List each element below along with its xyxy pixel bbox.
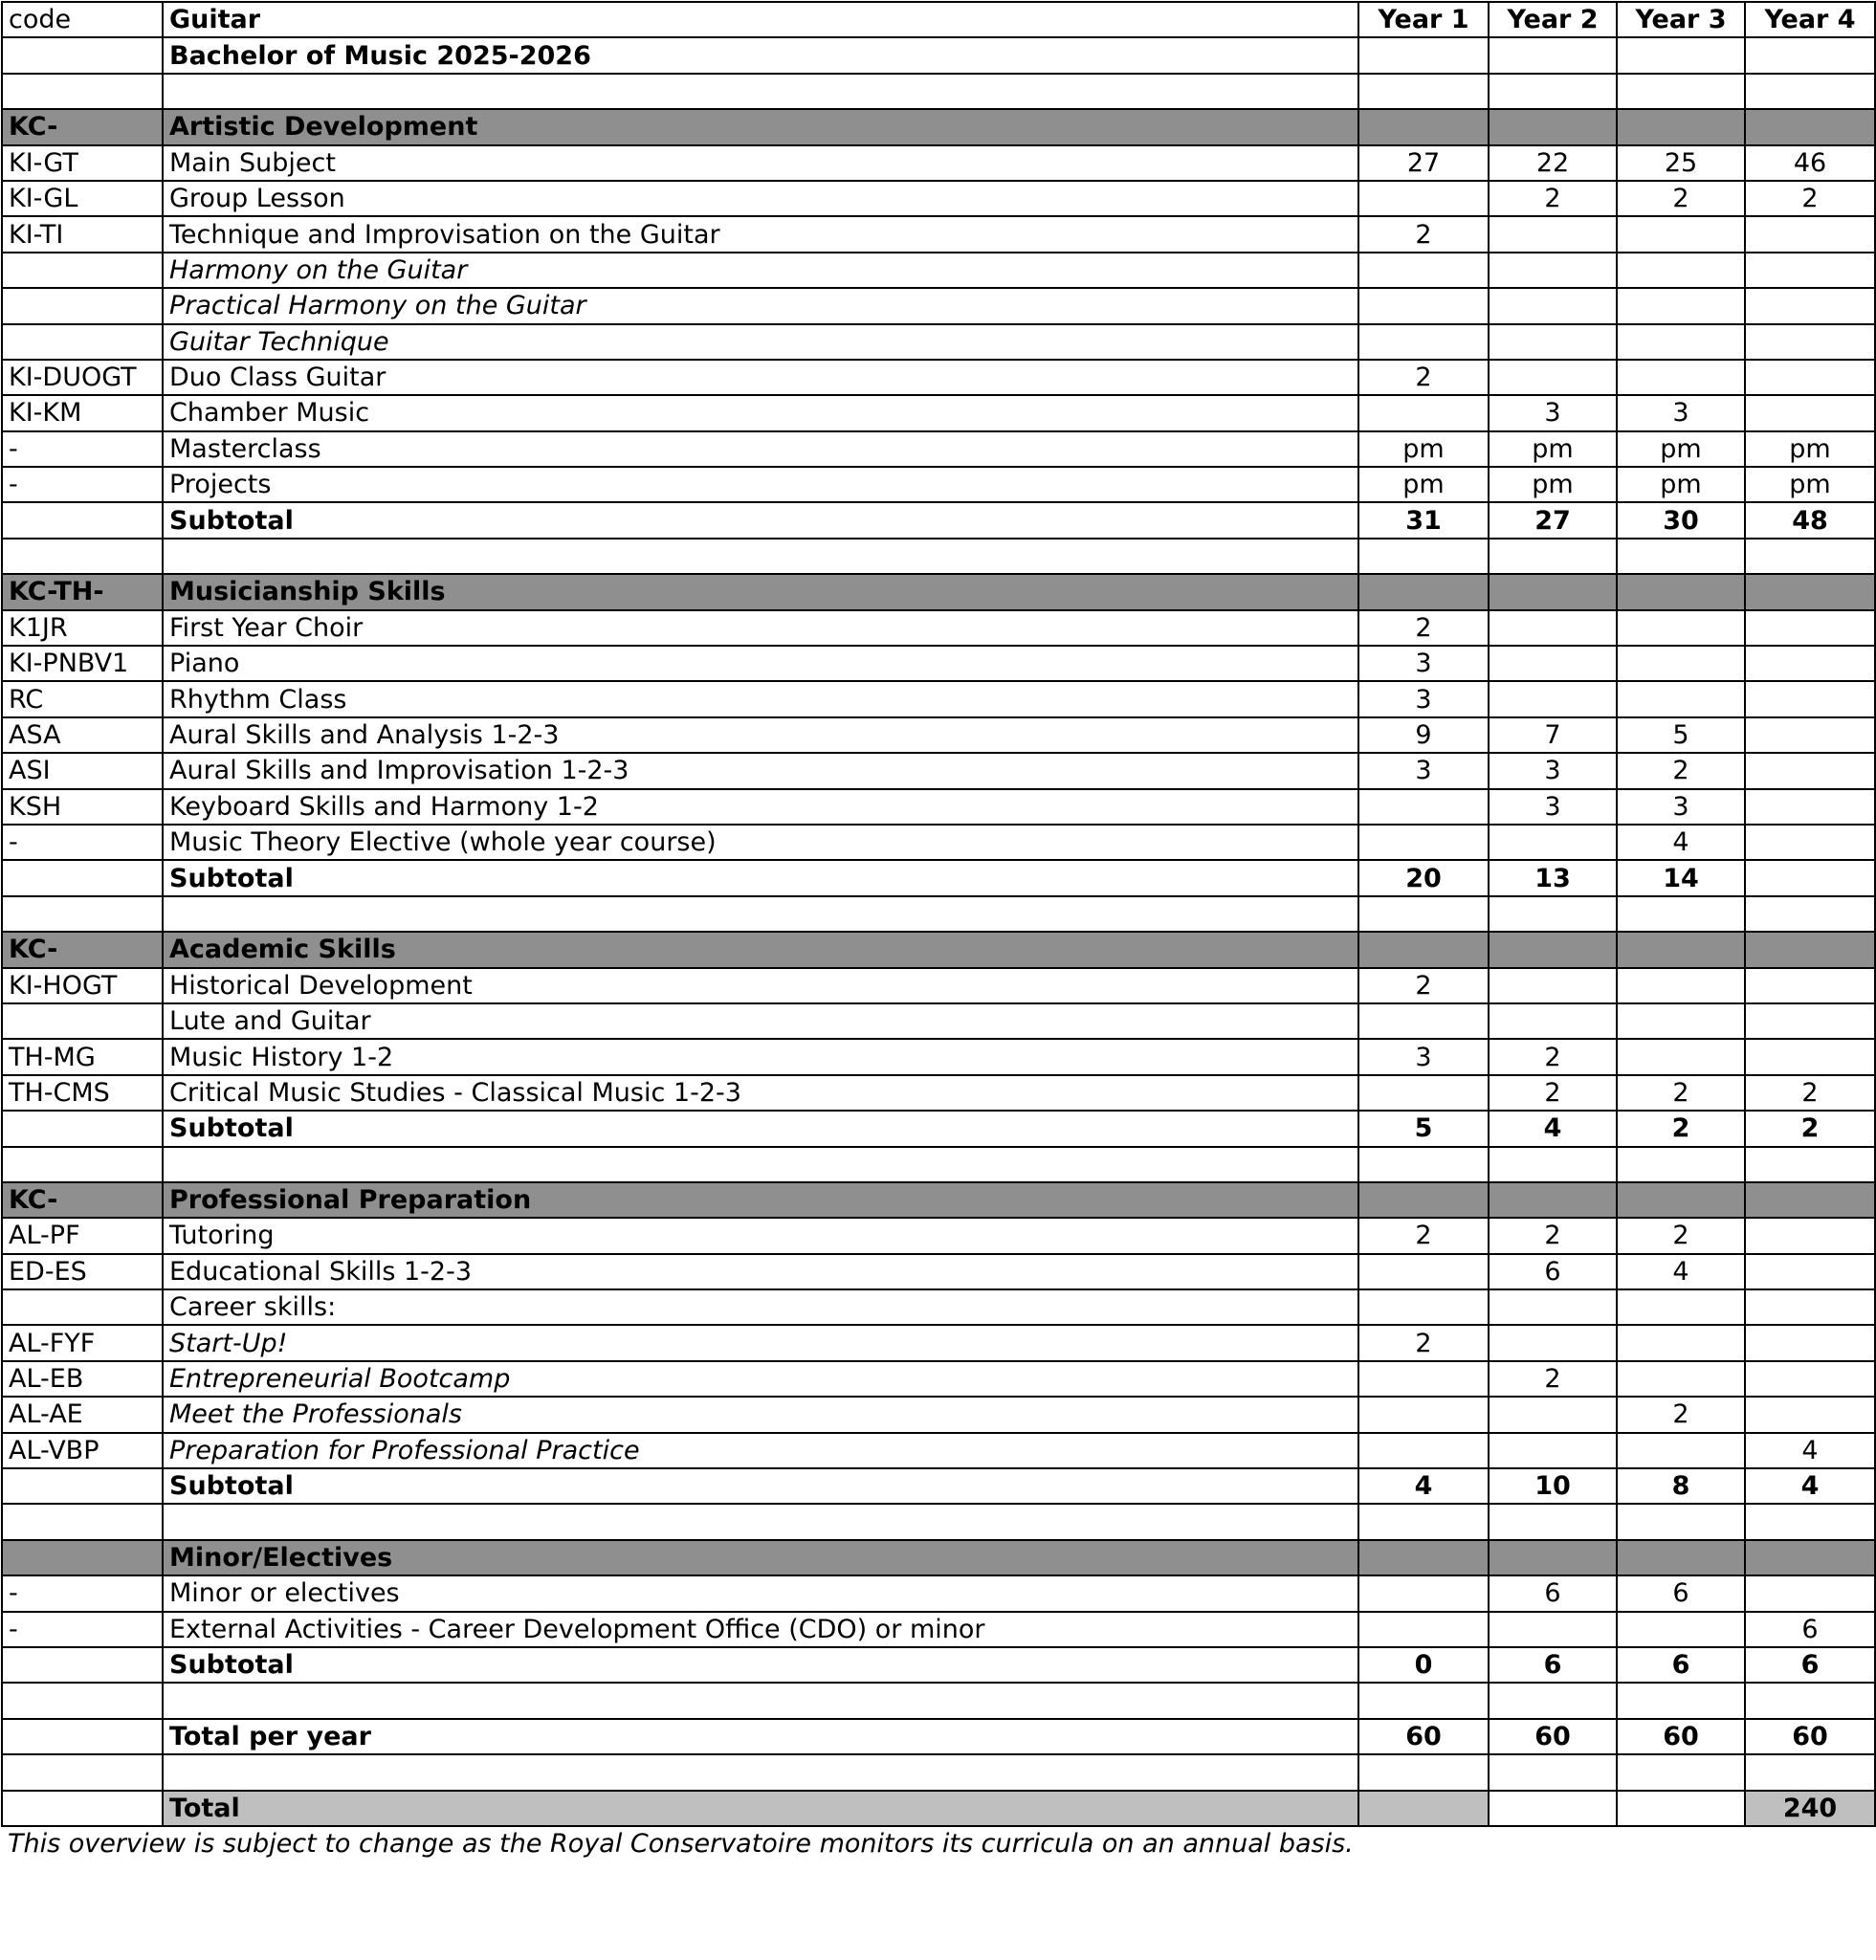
table-row: [2, 753, 1875, 788]
header-row: [2, 2, 1875, 37]
course-code: AL-VBP: [2, 1433, 163, 1468]
year-3-credits: [1617, 1003, 1745, 1039]
year-2-credits: [1489, 1612, 1617, 1647]
subtotal-row: [2, 1647, 1875, 1683]
year-3-credits: [1617, 360, 1745, 395]
course-name: Minor or electives: [163, 1575, 1358, 1611]
year-2-total: 60: [1489, 1719, 1617, 1754]
course-name: Chamber Music: [163, 395, 1358, 430]
course-name: Meet the Professionals: [163, 1397, 1358, 1432]
year-2-subtotal: 13: [1489, 860, 1617, 895]
year-4-credits: [1745, 288, 1875, 323]
year-4-credits: [1745, 1397, 1875, 1432]
course-code: KI-HOGT: [2, 968, 163, 1003]
year-3-credits: pm: [1617, 431, 1745, 467]
year-3-subtotal: 14: [1617, 860, 1745, 895]
table-row: [2, 1361, 1875, 1397]
course-name: Aural Skills and Improvisation 1-2-3: [163, 753, 1358, 788]
course-code: [2, 1289, 163, 1325]
subtitle-row: [2, 37, 1875, 73]
year-4-credits: [1745, 753, 1875, 788]
year-3-credits: 2: [1617, 753, 1745, 788]
year-4-credits: [1745, 610, 1875, 646]
year-3-credits: [1617, 324, 1745, 360]
course-name: Educational Skills 1-2-3: [163, 1254, 1358, 1289]
course-code: [2, 288, 163, 323]
year-4-credits: [1745, 968, 1875, 1003]
spacer-row: [2, 74, 1875, 109]
spacer-row: [2, 1504, 1875, 1539]
year-2-credits: 2: [1489, 1075, 1617, 1111]
year-3-total: 60: [1617, 1719, 1745, 1754]
year-3-credits: 2: [1617, 181, 1745, 216]
year-4-credits: [1745, 324, 1875, 360]
section-header-row: [2, 574, 1875, 609]
year-3-credits: 3: [1617, 395, 1745, 430]
course-code: KI-DUOGT: [2, 360, 163, 395]
year-3-header: Year 3: [1617, 2, 1745, 37]
year-4-credits: 4: [1745, 1433, 1875, 1468]
subtotal-row: [2, 860, 1875, 895]
section-code: KC-TH-: [2, 574, 163, 609]
year-2-credits: 2: [1489, 181, 1617, 216]
section-title: Academic Skills: [163, 932, 1358, 967]
course-name: Music Theory Elective (whole year course): [163, 825, 1358, 860]
year-1-credits: 2: [1358, 1325, 1489, 1360]
table-row: [2, 1254, 1875, 1289]
year-2-subtotal: 6: [1489, 1647, 1617, 1683]
course-name: Practical Harmony on the Guitar: [163, 288, 1358, 323]
course-name: External Activities - Career Development Office (CDO) or minor: [163, 1612, 1358, 1647]
year-2-credits: pm: [1489, 467, 1617, 502]
table-row: [2, 181, 1875, 216]
year-3-credits: pm: [1617, 467, 1745, 502]
year-3-credits: 4: [1617, 1254, 1745, 1289]
year-3-credits: [1617, 968, 1745, 1003]
year-3-credits: [1617, 1039, 1745, 1074]
year-3-credits: [1617, 646, 1745, 681]
program-subtitle: Bachelor of Music 2025-2026: [163, 37, 1358, 73]
year-2-credits: [1489, 681, 1617, 716]
section-header-row: [2, 1182, 1875, 1218]
course-name: Critical Music Studies - Classical Music 1-2-3: [163, 1075, 1358, 1111]
course-code: KI-TI: [2, 216, 163, 252]
year-2-credits: 3: [1489, 395, 1617, 430]
year-1-subtotal: 5: [1358, 1111, 1489, 1146]
course-code: KI-PNBV1: [2, 646, 163, 681]
year-3-subtotal: 6: [1617, 1647, 1745, 1683]
year-2-credits: 2: [1489, 1218, 1617, 1253]
year-1-credits: [1358, 253, 1489, 288]
course-code: RC: [2, 681, 163, 716]
year-1-subtotal: 0: [1358, 1647, 1489, 1683]
total-per-year-row: [2, 1719, 1875, 1754]
course-name: Start-Up!: [163, 1325, 1358, 1360]
year-2-credits: 7: [1489, 717, 1617, 753]
year-4-credits: 46: [1745, 145, 1875, 181]
table-row: [2, 467, 1875, 502]
year-4-credits: [1745, 1218, 1875, 1253]
year-2-subtotal: 10: [1489, 1468, 1617, 1504]
year-1-credits: 3: [1358, 753, 1489, 788]
table-row: [2, 360, 1875, 395]
course-code: TH-MG: [2, 1039, 163, 1074]
year-3-credits: 4: [1617, 825, 1745, 860]
year-1-subtotal: 31: [1358, 502, 1489, 538]
year-4-credits: [1745, 789, 1875, 825]
course-name: Main Subject: [163, 145, 1358, 181]
year-4-credits: [1745, 216, 1875, 252]
year-3-credits: 5: [1617, 717, 1745, 753]
table-row: [2, 1289, 1875, 1325]
table-row: [2, 1325, 1875, 1360]
year-4-credits: pm: [1745, 467, 1875, 502]
year-4-header: Year 4: [1745, 2, 1875, 37]
section-title: Minor/Electives: [163, 1540, 1358, 1575]
year-4-credits: [1745, 1361, 1875, 1397]
course-code: -: [2, 431, 163, 467]
spacer-row: [2, 896, 1875, 932]
table-row: [2, 1433, 1875, 1468]
year-4-total: 60: [1745, 1719, 1875, 1754]
year-1-credits: [1358, 1254, 1489, 1289]
year-2-credits: 3: [1489, 789, 1617, 825]
year-3-credits: [1617, 1612, 1745, 1647]
year-3-credits: [1617, 216, 1745, 252]
year-2-credits: [1489, 1433, 1617, 1468]
year-2-credits: [1489, 324, 1617, 360]
table-row: [2, 253, 1875, 288]
table-row: [2, 324, 1875, 360]
year-1-credits: 2: [1358, 968, 1489, 1003]
year-1-credits: 9: [1358, 717, 1489, 753]
course-name: Keyboard Skills and Harmony 1-2: [163, 789, 1358, 825]
year-1-credits: [1358, 825, 1489, 860]
year-3-subtotal: 8: [1617, 1468, 1745, 1504]
year-1-credits: [1358, 1575, 1489, 1611]
year-3-credits: 2: [1617, 1397, 1745, 1432]
section-header-row: [2, 109, 1875, 144]
course-name: Music History 1-2: [163, 1039, 1358, 1074]
table-row: [2, 431, 1875, 467]
year-2-credits: pm: [1489, 431, 1617, 467]
year-1-credits: 3: [1358, 681, 1489, 716]
year-3-credits: [1617, 288, 1745, 323]
year-1-credits: 3: [1358, 646, 1489, 681]
year-1-credits: [1358, 181, 1489, 216]
course-code: AL-AE: [2, 1397, 163, 1432]
course-code: -: [2, 1612, 163, 1647]
year-2-header: Year 2: [1489, 2, 1617, 37]
course-name: Guitar Technique: [163, 324, 1358, 360]
year-1-credits: 27: [1358, 145, 1489, 181]
course-code: [2, 324, 163, 360]
year-3-credits: [1617, 681, 1745, 716]
section-title: Professional Preparation: [163, 1182, 1358, 1218]
table-row: [2, 1039, 1875, 1074]
course-code: -: [2, 825, 163, 860]
grand-total-row: [2, 1791, 1875, 1826]
year-1-credits: [1358, 1289, 1489, 1325]
year-1-header: Year 1: [1358, 2, 1489, 37]
course-code: [2, 1003, 163, 1039]
year-1-credits: 2: [1358, 1218, 1489, 1253]
total-per-year-label: Total per year: [163, 1719, 1358, 1754]
subtotal-label: Subtotal: [163, 1111, 1358, 1146]
year-3-credits: [1617, 253, 1745, 288]
year-1-credits: pm: [1358, 467, 1489, 502]
course-name: Technique and Improvisation on the Guitar: [163, 216, 1358, 252]
section-header-row: [2, 1540, 1875, 1575]
year-4-subtotal: 6: [1745, 1647, 1875, 1683]
table-row: [2, 968, 1875, 1003]
year-2-subtotal: 27: [1489, 502, 1617, 538]
course-code: -: [2, 467, 163, 502]
course-name: Aural Skills and Analysis 1-2-3: [163, 717, 1358, 753]
table-row: [2, 789, 1875, 825]
year-4-credits: [1745, 1003, 1875, 1039]
table-row: [2, 1397, 1875, 1432]
year-2-credits: [1489, 610, 1617, 646]
spacer-row: [2, 1147, 1875, 1182]
course-name: Lute and Guitar: [163, 1003, 1358, 1039]
year-1-subtotal: 4: [1358, 1468, 1489, 1504]
year-1-credits: [1358, 1433, 1489, 1468]
year-3-credits: [1617, 1289, 1745, 1325]
table-row: [2, 145, 1875, 181]
course-name: Career skills:: [163, 1289, 1358, 1325]
year-2-credits: [1489, 1003, 1617, 1039]
year-3-credits: [1617, 1433, 1745, 1468]
subtotal-label: Subtotal: [163, 860, 1358, 895]
table-row: [2, 216, 1875, 252]
year-4-credits: [1745, 646, 1875, 681]
table-row: [2, 610, 1875, 646]
course-name: Entrepreneurial Bootcamp: [163, 1361, 1358, 1397]
year-1-credits: 3: [1358, 1039, 1489, 1074]
year-1-credits: pm: [1358, 431, 1489, 467]
section-title: Musicianship Skills: [163, 574, 1358, 609]
year-1-credits: [1358, 324, 1489, 360]
year-1-credits: [1358, 288, 1489, 323]
year-1-credits: [1358, 1003, 1489, 1039]
course-name: Tutoring: [163, 1218, 1358, 1253]
course-code: KI-GL: [2, 181, 163, 216]
course-code: KI-KM: [2, 395, 163, 430]
year-4-subtotal: [1745, 860, 1875, 895]
course-name: Harmony on the Guitar: [163, 253, 1358, 288]
year-2-credits: [1489, 1397, 1617, 1432]
program-title: Guitar: [163, 2, 1358, 37]
year-3-subtotal: 2: [1617, 1111, 1745, 1146]
year-1-credits: [1358, 1612, 1489, 1647]
subtotal-row: [2, 1468, 1875, 1504]
table-row: [2, 681, 1875, 716]
year-4-credits: [1745, 681, 1875, 716]
year-4-credits: 6: [1745, 1612, 1875, 1647]
course-name: Group Lesson: [163, 181, 1358, 216]
subtotal-label: Subtotal: [163, 502, 1358, 538]
year-2-credits: 3: [1489, 753, 1617, 788]
year-2-credits: 2: [1489, 1039, 1617, 1074]
course-code: ED-ES: [2, 1254, 163, 1289]
course-name: Piano: [163, 646, 1358, 681]
code-header: code: [2, 2, 163, 37]
table-row: [2, 1218, 1875, 1253]
subtotal-row: [2, 1111, 1875, 1146]
year-4-credits: [1745, 1325, 1875, 1360]
subtotal-label: Subtotal: [163, 1468, 1358, 1504]
year-1-credits: 2: [1358, 360, 1489, 395]
table-row: [2, 288, 1875, 323]
year-4-credits: 2: [1745, 1075, 1875, 1111]
subtotal-label: Subtotal: [163, 1647, 1358, 1683]
year-3-credits: [1617, 1361, 1745, 1397]
grand-total-label: Total: [163, 1791, 1358, 1826]
year-3-credits: 3: [1617, 789, 1745, 825]
course-code: AL-FYF: [2, 1325, 163, 1360]
course-code: TH-CMS: [2, 1075, 163, 1111]
year-1-credits: 2: [1358, 216, 1489, 252]
section-code: KC-: [2, 932, 163, 967]
year-3-credits: 25: [1617, 145, 1745, 181]
year-4-credits: [1745, 825, 1875, 860]
year-2-credits: 6: [1489, 1254, 1617, 1289]
spacer-row: [2, 539, 1875, 574]
course-name: Preparation for Professional Practice: [163, 1433, 1358, 1468]
year-4-credits: [1745, 717, 1875, 753]
subtotal-row: [2, 502, 1875, 538]
year-4-credits: [1745, 1289, 1875, 1325]
year-3-credits: [1617, 610, 1745, 646]
course-name: Masterclass: [163, 431, 1358, 467]
year-3-credits: 6: [1617, 1575, 1745, 1611]
footnote: This overview is subject to change as the Royal Conservatoire monitors its curricula on an annual basis.: [8, 1828, 1354, 1859]
year-4-credits: [1745, 253, 1875, 288]
course-name: Historical Development: [163, 968, 1358, 1003]
year-2-credits: 22: [1489, 145, 1617, 181]
section-code: KC-: [2, 109, 163, 144]
table-row: [2, 1575, 1875, 1611]
course-name: Duo Class Guitar: [163, 360, 1358, 395]
year-2-credits: [1489, 646, 1617, 681]
table-row: [2, 1612, 1875, 1647]
year-2-credits: [1489, 825, 1617, 860]
year-4-credits: [1745, 1575, 1875, 1611]
year-2-credits: 2: [1489, 1361, 1617, 1397]
table-row: [2, 717, 1875, 753]
spacer-row: [2, 1683, 1875, 1718]
course-code: ASI: [2, 753, 163, 788]
course-code: -: [2, 1575, 163, 1611]
table-row: [2, 1075, 1875, 1111]
year-2-credits: [1489, 216, 1617, 252]
year-1-credits: [1358, 1075, 1489, 1111]
year-3-credits: [1617, 1325, 1745, 1360]
year-2-subtotal: 4: [1489, 1111, 1617, 1146]
table-row: [2, 395, 1875, 430]
year-1-total: 60: [1358, 1719, 1489, 1754]
year-1-credits: [1358, 1397, 1489, 1432]
year-3-subtotal: 30: [1617, 502, 1745, 538]
year-2-credits: [1489, 360, 1617, 395]
table-row: [2, 1003, 1875, 1039]
year-2-credits: [1489, 968, 1617, 1003]
year-1-credits: [1358, 789, 1489, 825]
course-code: KI-GT: [2, 145, 163, 181]
year-4-subtotal: 4: [1745, 1468, 1875, 1504]
spacer-row: [2, 1754, 1875, 1790]
course-code: KSH: [2, 789, 163, 825]
course-code: ASA: [2, 717, 163, 753]
year-2-credits: [1489, 288, 1617, 323]
course-code: AL-PF: [2, 1218, 163, 1253]
section-code: [2, 1540, 163, 1575]
curriculum-table: [1, 1, 1876, 1827]
table-row: [2, 825, 1875, 860]
section-code: KC-: [2, 1182, 163, 1218]
year-1-credits: 2: [1358, 610, 1489, 646]
table-row: [2, 646, 1875, 681]
course-code: K1JR: [2, 610, 163, 646]
year-4-credits: pm: [1745, 431, 1875, 467]
year-2-credits: [1489, 1325, 1617, 1360]
year-4-credits: [1745, 1039, 1875, 1074]
year-4-subtotal: 48: [1745, 502, 1875, 538]
year-2-credits: [1489, 253, 1617, 288]
grand-total-value: 240: [1745, 1791, 1875, 1826]
year-2-credits: 6: [1489, 1575, 1617, 1611]
year-3-credits: 2: [1617, 1218, 1745, 1253]
year-1-credits: [1358, 1361, 1489, 1397]
course-name: Rhythm Class: [163, 681, 1358, 716]
year-4-subtotal: 2: [1745, 1111, 1875, 1146]
year-1-subtotal: 20: [1358, 860, 1489, 895]
year-1-credits: [1358, 395, 1489, 430]
year-4-credits: [1745, 395, 1875, 430]
section-title: Artistic Development: [163, 109, 1358, 144]
year-4-credits: 2: [1745, 181, 1875, 216]
year-4-credits: [1745, 360, 1875, 395]
course-name: First Year Choir: [163, 610, 1358, 646]
year-2-credits: [1489, 1289, 1617, 1325]
course-code: [2, 253, 163, 288]
course-name: Projects: [163, 467, 1358, 502]
year-3-credits: 2: [1617, 1075, 1745, 1111]
year-4-credits: [1745, 1254, 1875, 1289]
course-code: AL-EB: [2, 1361, 163, 1397]
section-header-row: [2, 932, 1875, 967]
